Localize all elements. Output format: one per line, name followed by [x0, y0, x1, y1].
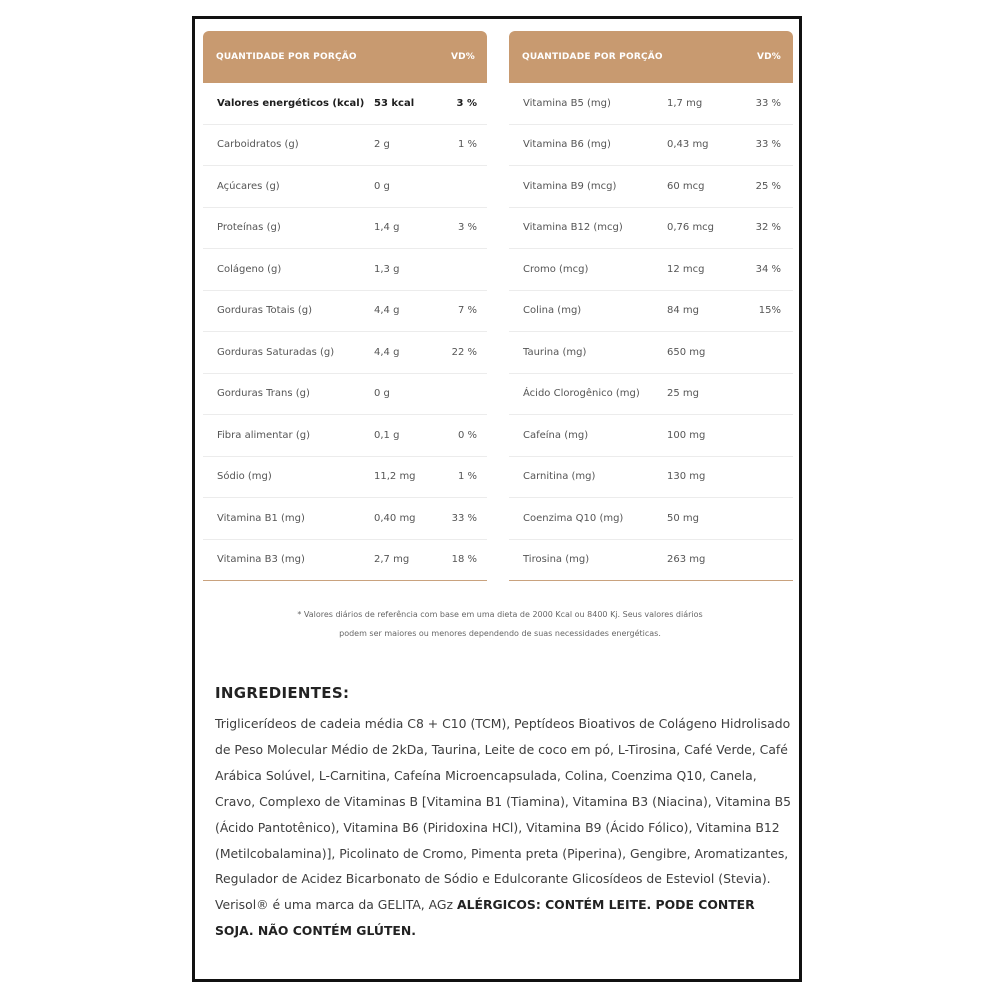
nutrition-table-left — [203, 31, 487, 581]
allergen-warning: ALÉRGICOS: CONTÉM LEITE. PODE CONTER SOJA. NÃO CONTÉM GLÚTEN. — [215, 897, 755, 939]
table-row — [203, 249, 487, 291]
nutrient-name: Gorduras Trans (g) — [217, 388, 310, 400]
footnote-line: podem ser maiores ou menores dependendo de suas necessidades energéticas. — [339, 629, 661, 638]
nutrient-name: Coenzima Q10 (mg) — [523, 512, 624, 524]
nutrient-name: Cafeína (mg) — [523, 429, 589, 441]
nutrient-amount: 0,76 mcg — [667, 222, 715, 234]
nutrient-amount: 0 g — [374, 388, 390, 400]
nutrient-amount: 263 mg — [667, 554, 706, 566]
nutrient-name: Cromo (mcg) — [523, 263, 589, 275]
nutrient-amount: 0,1 g — [374, 429, 400, 441]
table-row — [509, 457, 793, 499]
nutrient-amount: 2,7 mg — [374, 554, 410, 566]
table-header — [509, 31, 793, 83]
table-row — [203, 457, 487, 499]
nutrition-label — [192, 16, 802, 982]
nutrient-amount: 12 mcg — [667, 263, 705, 275]
table-row — [203, 540, 487, 582]
daily-values-footnote — [225, 604, 775, 644]
nutrient-amount: 0 g — [374, 180, 390, 192]
table-row — [509, 374, 793, 416]
table-header — [203, 31, 487, 83]
ingredients-text — [215, 711, 793, 944]
nutrient-amount: 84 mg — [667, 305, 699, 317]
nutrient-amount: 130 mg — [667, 471, 706, 483]
nutrient-daily-value: 25 % — [755, 180, 781, 192]
table-row — [509, 332, 793, 374]
nutrient-daily-value: 1 % — [457, 471, 477, 483]
nutrient-name: Vitamina B3 (mg) — [217, 554, 305, 566]
nutrition-table-right — [509, 31, 793, 581]
nutrient-amount: 0,43 mg — [667, 139, 709, 151]
header-portion-label: QUANTIDADE POR PORÇÃO — [522, 52, 663, 62]
nutrient-daily-value: 32 % — [755, 222, 781, 234]
nutrient-daily-value: 15% — [758, 305, 781, 317]
nutrient-name: Valores energéticos (kcal) — [217, 97, 365, 109]
table-row — [203, 125, 487, 167]
nutrient-amount: 100 mg — [667, 429, 706, 441]
header-vd-label: VD% — [450, 52, 475, 62]
table-row — [509, 208, 793, 250]
table-row — [509, 166, 793, 208]
nutrient-name: Colina (mg) — [523, 305, 582, 317]
nutrient-name: Vitamina B1 (mg) — [217, 512, 305, 524]
nutrient-amount: 650 mg — [667, 346, 706, 358]
nutrient-daily-value: 3 % — [457, 222, 477, 234]
table-row — [203, 415, 487, 457]
nutrient-amount: 60 mcg — [667, 180, 705, 192]
nutrient-name: Gorduras Totais (g) — [217, 305, 313, 317]
nutrient-name: Carboidratos (g) — [217, 139, 299, 151]
nutrient-daily-value: 7 % — [457, 305, 477, 317]
table-row — [509, 125, 793, 167]
nutrient-name: Vitamina B12 (mcg) — [523, 222, 623, 234]
ingredients-list: Triglicerídeos de cadeia média C8 + C10 (TCM), Peptídeos Bioativos de Colágeno Hidrolisado de Peso Molecular Médio de 2kDa, Taurina, Leite de coco em pó, L-Tirosina, Café Verde, Café Arábica Solúvel, L-Carnitina, Cafeína Microencapsulada, Colina, Coenzima Q10, Canela, Cravo, Complexo de Vitaminas B [Vitamina B1 (Tiamina), Vitamina B3 (Niacina), Vitamina B5 (Ácido Pantotênico), Vitamina B6 (Piridoxina HCl), Vitamina B9 (Ácido Fólico), Vitamina B12 (Metilcobalamina)], Picolinato de Cromo, Pimenta preta (Piperina), Gengibre, Aromatizantes, Regulador de Acidez Bicarbonato de Sódio e Edulcorante Glicosídeos de Esteviol (Stevia). Verisol® é uma marca da GELITA, AGz — [215, 716, 792, 913]
nutrient-name: Açúcares (g) — [217, 180, 280, 192]
nutrient-name: Ácido Clorogênico (mg) — [523, 388, 640, 400]
nutrient-name: Sódio (mg) — [217, 471, 272, 483]
nutrient-name: Taurina (mg) — [523, 346, 587, 358]
table-row — [509, 498, 793, 540]
nutrient-amount: 11,2 mg — [374, 471, 416, 483]
nutrient-amount: 2 g — [374, 139, 390, 151]
table-row — [203, 374, 487, 416]
nutrient-amount: 4,4 g — [374, 346, 400, 358]
nutrient-amount: 1,3 g — [374, 263, 400, 275]
nutrient-daily-value: 0 % — [457, 429, 477, 441]
table-body — [203, 83, 487, 581]
nutrient-daily-value: 1 % — [457, 139, 477, 151]
table-row — [203, 83, 487, 125]
table-row — [509, 83, 793, 125]
nutrient-name: Tirosina (mg) — [523, 554, 590, 566]
nutrient-amount: 4,4 g — [374, 305, 400, 317]
nutrient-amount: 0,40 mg — [374, 512, 416, 524]
table-row — [203, 208, 487, 250]
nutrient-daily-value: 22 % — [451, 346, 477, 358]
table-row — [203, 498, 487, 540]
header-vd-label: VD% — [756, 52, 781, 62]
footnote-line: * Valores diários de referência com base em uma dieta de 2000 Kcal ou 8400 Kj. Seus valores diários — [297, 610, 703, 619]
nutrient-daily-value: 33 % — [755, 97, 781, 109]
table-row — [509, 415, 793, 457]
nutrient-name: Vitamina B9 (mcg) — [523, 180, 617, 192]
table-row — [509, 249, 793, 291]
table-row — [203, 166, 487, 208]
nutrient-name: Proteínas (g) — [217, 222, 281, 234]
nutrient-amount: 50 mg — [667, 512, 699, 524]
nutrient-name: Vitamina B5 (mg) — [523, 97, 611, 109]
nutrient-daily-value: 33 % — [451, 512, 477, 524]
nutrient-amount: 1,7 mg — [667, 97, 703, 109]
nutrient-daily-value: 3 % — [456, 97, 477, 109]
nutrient-daily-value: 33 % — [755, 139, 781, 151]
nutrient-name: Colágeno (g) — [217, 263, 282, 275]
nutrient-name: Gorduras Saturadas (g) — [217, 346, 335, 358]
nutrient-name: Fibra alimentar (g) — [217, 429, 310, 441]
header-portion-label: QUANTIDADE POR PORÇÃO — [216, 52, 357, 62]
nutrient-amount: 1,4 g — [374, 222, 400, 234]
ingredients-title: INGREDIENTES: — [215, 684, 350, 702]
table-row — [203, 332, 487, 374]
nutrient-name: Carnitina (mg) — [523, 471, 596, 483]
nutrient-daily-value: 18 % — [451, 554, 477, 566]
nutrient-amount: 53 kcal — [374, 97, 415, 109]
nutrient-daily-value: 34 % — [755, 263, 781, 275]
table-row — [509, 291, 793, 333]
nutrient-name: Vitamina B6 (mg) — [523, 139, 611, 151]
table-body — [509, 83, 793, 581]
table-row — [509, 540, 793, 582]
nutrient-amount: 25 mg — [667, 388, 699, 400]
table-row — [203, 291, 487, 333]
